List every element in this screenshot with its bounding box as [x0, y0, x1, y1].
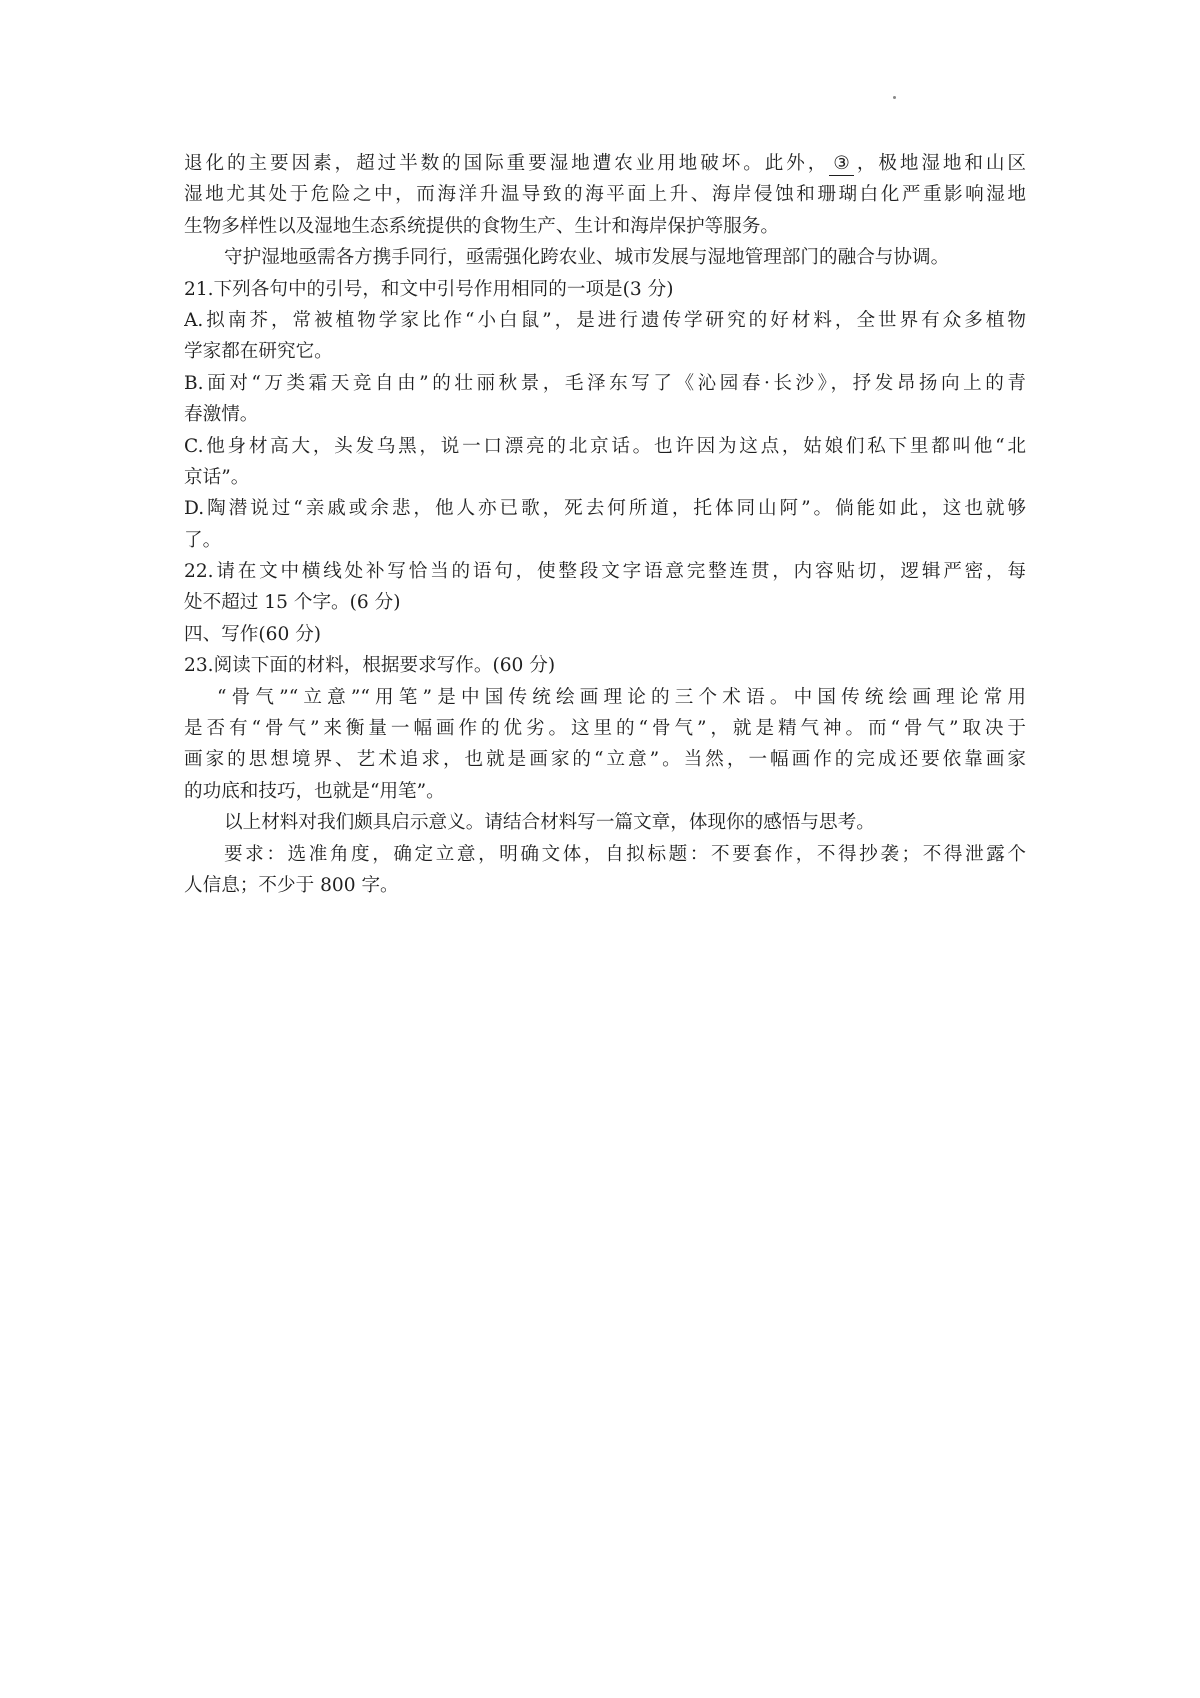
- q23-requirements-line-1: 要求：选准角度，确定立意，明确文体，自拟标题：不要套作，不得抄袭；不得泄露个: [224, 843, 1026, 865]
- q21-option-c-line-2: 京话”。: [184, 466, 250, 488]
- q21-option-b-line-1: B.面对“万类霜天竞自由”的壮丽秋景，毛泽东写了《沁园春·长沙》，抒发昂扬向上的青: [184, 372, 1026, 394]
- q21-option-d-line-2: 了。: [184, 529, 222, 551]
- passage-line-2: 湿地尤其处于危险之中，而海洋升温导致的海平面上升、海岸侵蚀和珊瑚白化严重影响湿地: [184, 184, 1026, 206]
- passage-line-1: [184, 148, 1026, 179]
- page-content: [184, 148, 1026, 901]
- q21-option-d-line-1: D.陶潜说过“亲戚或余悲，他人亦已歌，死去何所道，托体同山阿”。倘能如此，这也就够: [184, 498, 1026, 520]
- q22-stem-line-2: 处不超过 15 个字。(6 分): [184, 592, 401, 614]
- passage-line-1-after: ，极地湿地和山区: [853, 153, 1026, 174]
- q23-material-line-2: 是否有“骨气”来衡量一幅画作的优劣。这里的“骨气”，就是精气神。而“骨气”取决于: [184, 718, 1026, 740]
- passage-line-4: 守护湿地亟需各方携手同行，亟需强化跨农业、城市发展与湿地管理部门的融合与协调。: [224, 247, 950, 269]
- q21-option-a-line-1: A.拟南芥，常被植物学家比作“小白鼠”，是进行遗传学研究的好材料，全世界有众多植物: [184, 309, 1026, 331]
- q23-requirements-line-2: 人信息；不少于 800 字。: [184, 874, 399, 896]
- q23-stem: 23.阅读下面的材料，根据要求写作。(60 分): [184, 655, 556, 677]
- q23-material-line-3: 画家的思想境界、艺术追求，也就是画家的“立意”。当然，一幅画作的完成还要依靠画家: [184, 749, 1026, 771]
- q23-material-line-4: 的功底和技巧，也就是“用笔”。: [184, 780, 445, 802]
- q22-stem-line-1: 22.请在文中横线处补写恰当的语句，使整段文字语意完整连贯，内容贴切，逻辑严密，每: [184, 561, 1026, 583]
- section-4-heading: 四、写作(60 分): [184, 623, 322, 645]
- q21-option-a-line-2: 学家都在研究它。: [184, 341, 333, 363]
- q23-material-line-1: “骨气”“立意”“用笔”是中国传统绘画理论的三个术语。中国传统绘画理论常用: [217, 686, 1026, 708]
- passage-line-3: 生物多样性以及湿地生态系统提供的食物生产、生计和海岸保护等服务。: [184, 215, 780, 237]
- q21-option-c-line-1: C.他身材高大，头发乌黑，说一口漂亮的北京话。也许因为这点，姑娘们私下里都叫他“北: [184, 435, 1026, 457]
- q21-option-b-line-2: 春激情。: [184, 404, 259, 426]
- q21-stem: 21.下列各句中的引号，和文中引号作用相同的一项是(3 分): [184, 278, 674, 300]
- q23-prompt: 以上材料对我们颇具启示意义。请结合材料写一篇文章，体现你的感悟与思考。: [224, 812, 875, 834]
- passage-line-1-before: 退化的主要因素，超过半数的国际重要湿地遭农业用地破坏。此外，: [184, 153, 830, 174]
- blank-3: ③: [829, 153, 854, 176]
- page-mark: [893, 96, 896, 99]
